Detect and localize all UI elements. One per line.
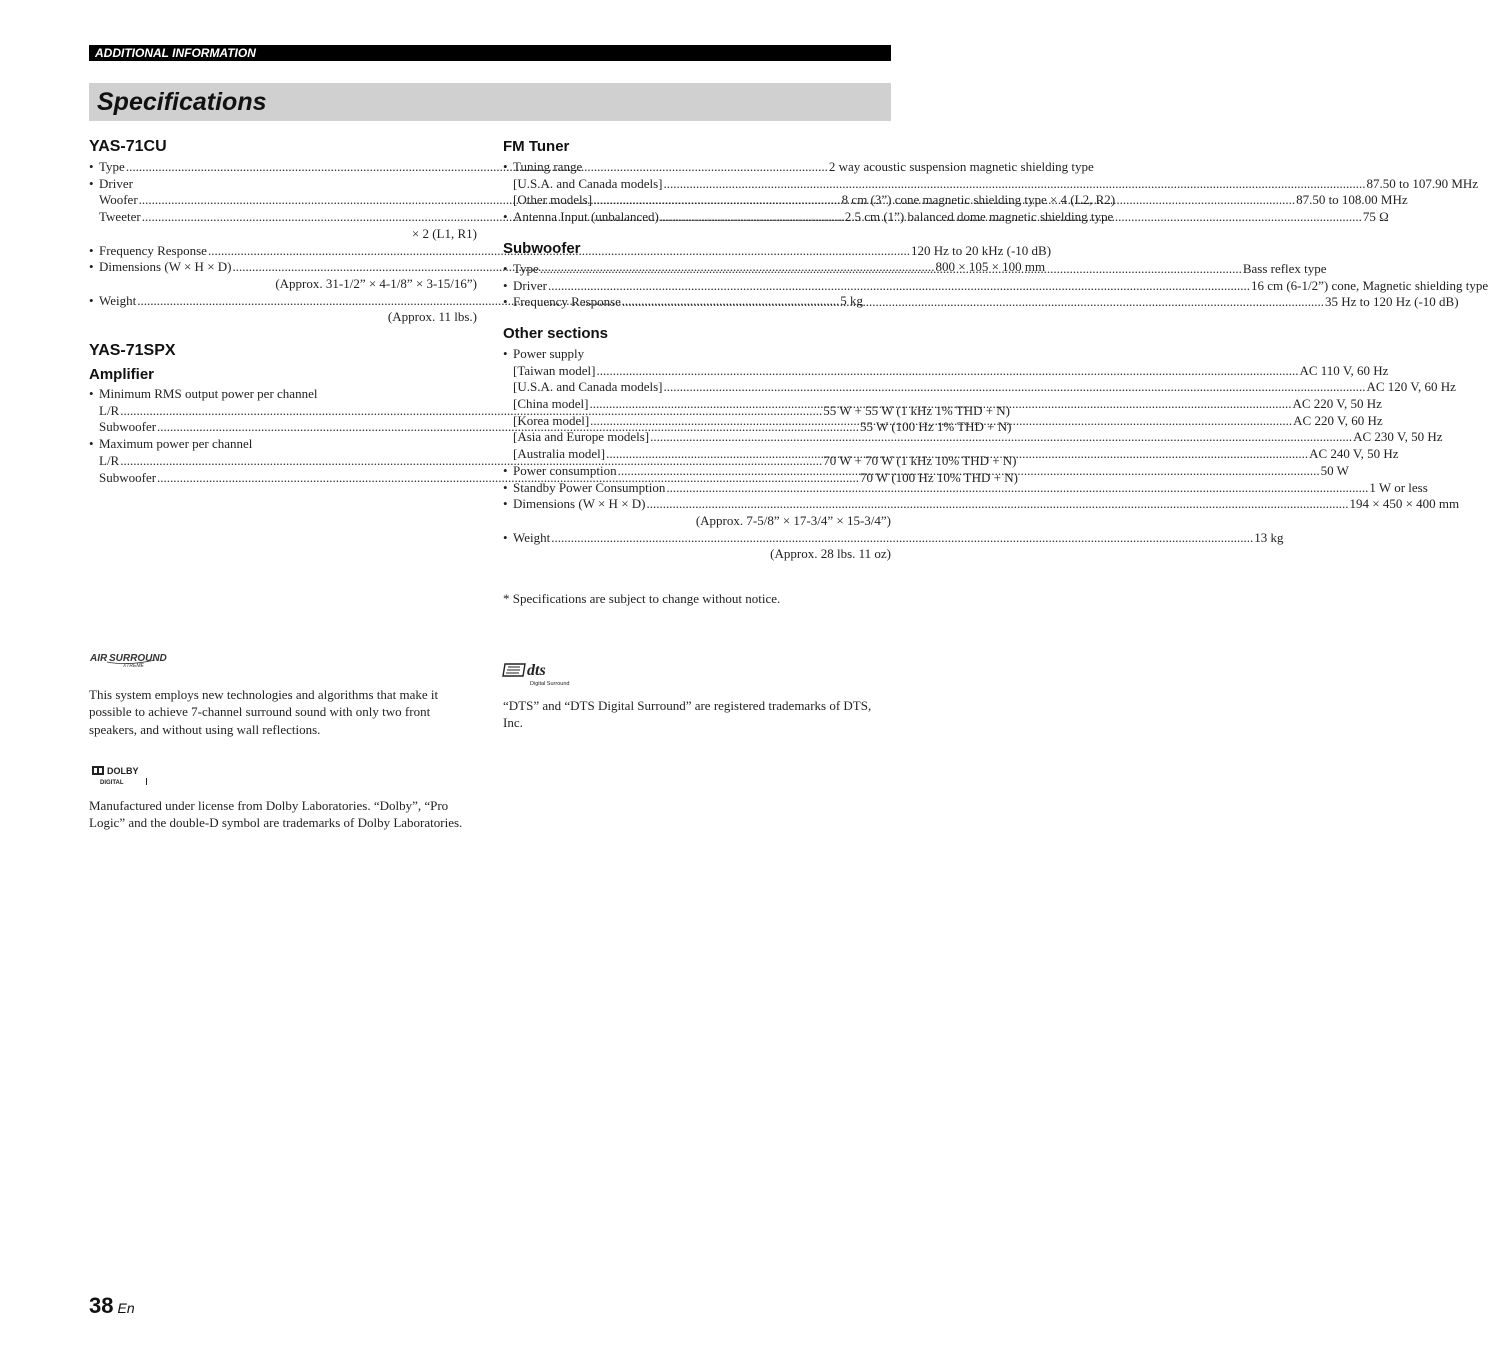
spec-value: 87.50 to 107.90 MHz bbox=[1366, 175, 1479, 191]
spec-value: 70 W + 70 W (1 kHz 10% THD + N) bbox=[823, 452, 1017, 468]
spec-label: Subwoofer bbox=[99, 469, 157, 485]
spec-power-supply bbox=[503, 346, 891, 363]
spec-min-power bbox=[89, 386, 477, 403]
spec-value: 120 Hz to 20 kHz (-10 dB) bbox=[910, 242, 1052, 258]
spec-value: 800 × 105 × 100 mm bbox=[935, 259, 1046, 275]
spec-ps-asia bbox=[503, 429, 1443, 446]
spec-tweeter-cont: × 2 (L1, R1) bbox=[411, 225, 477, 241]
heading-yas71spx: YAS-71SPX bbox=[89, 342, 176, 360]
spec-value: 50 W bbox=[1320, 462, 1349, 478]
spec-label: L/R bbox=[99, 402, 120, 418]
spec-label: • Weight bbox=[99, 292, 137, 308]
airsurround-logo-icon bbox=[89, 649, 167, 669]
spec-label: • Frequency Response bbox=[99, 242, 207, 258]
spec-other-weight-approx: (Approx. 28 lbs. 11 oz) bbox=[770, 546, 891, 562]
spec-label: Tweeter bbox=[99, 209, 141, 225]
dts-logo-icon bbox=[503, 660, 583, 688]
spec-label: • Standby Power Consumption bbox=[513, 479, 666, 495]
dolby-text: Manufactured under license from Dolby Laboratories. “Dolby”, “Pro Logic” and the double-D symbol are trademarks of Dolby Laboratories. bbox=[89, 797, 463, 830]
spec-value: 2.5 cm (1”) balanced dome magnetic shielding type bbox=[844, 209, 1114, 225]
heading-amplifier: Amplifier bbox=[89, 366, 155, 384]
svg-text:dts: dts bbox=[527, 662, 546, 679]
spec-label: [U.S.A. and Canada models] bbox=[513, 379, 663, 395]
airsurround-text: This system employs new technologies and algorithms that make it possible to achieve 7-channel surround sound with only two front speakers, and without using wall reflections. bbox=[89, 686, 439, 737]
spec-label: • Type bbox=[99, 159, 125, 174]
airsurround-block bbox=[89, 649, 477, 738]
spec-label: [Other models] bbox=[513, 192, 593, 208]
spec-dimensions-approx: (Approx. 31-1/2” × 4-1/8” × 3-15/16”) bbox=[275, 275, 477, 291]
spec-label: • Minimum RMS output power per channel bbox=[99, 386, 318, 402]
spec-sub-driver bbox=[503, 277, 1488, 295]
spec-value: 87.50 to 108.00 MHz bbox=[1296, 192, 1408, 208]
spec-value: AC 230 V, 50 Hz bbox=[1353, 429, 1443, 445]
page-language: En bbox=[117, 1300, 135, 1316]
spec-label: • Driver bbox=[513, 277, 547, 293]
spec-label: [China model] bbox=[513, 396, 589, 412]
spec-value: 13 kg bbox=[1254, 529, 1284, 545]
spec-label: • Antenna Input (unbalanced) bbox=[513, 209, 659, 225]
spec-label: • Tuning range bbox=[513, 159, 583, 174]
spec-value: 70 W (100 Hz 10% THD + N) bbox=[860, 469, 1018, 485]
spec-other-weight bbox=[503, 529, 1284, 547]
spec-sub-frequency bbox=[503, 294, 1459, 311]
spec-value: 1 W or less bbox=[1369, 479, 1428, 495]
dts-block bbox=[503, 660, 891, 732]
spec-label: • Dimensions (W × H × D) bbox=[99, 259, 232, 275]
svg-text:XTREME: XTREME bbox=[123, 663, 144, 669]
dts-text: “DTS” and “DTS Digital Surround” are registered trademarks of DTS, Inc. bbox=[503, 697, 872, 730]
spec-value: 194 × 450 × 400 mm bbox=[1349, 496, 1460, 512]
spec-value: AC 240 V, 50 Hz bbox=[1309, 446, 1399, 462]
spec-value: 55 W + 55 W (1 kHz 1% THD + N) bbox=[823, 402, 1011, 418]
spec-label: • Driver bbox=[99, 175, 133, 191]
spec-label: • Power consumption bbox=[513, 462, 617, 478]
heading-fm-tuner: FM Tuner bbox=[503, 138, 570, 155]
spec-value: AC 120 V, 60 Hz bbox=[1366, 379, 1456, 395]
spec-value: 75 Ω bbox=[1362, 209, 1389, 225]
spec-value: 35 Hz to 120 Hz (-10 dB) bbox=[1324, 294, 1459, 310]
spec-label: • Weight bbox=[513, 529, 551, 545]
heading-yas71cu: YAS-71CU bbox=[89, 138, 167, 155]
spec-label: L/R bbox=[99, 452, 120, 468]
spec-standby bbox=[503, 479, 1428, 497]
spec-value: Bass reflex type bbox=[1242, 260, 1327, 276]
section-header: ADDITIONAL INFORMATION bbox=[89, 45, 891, 61]
heading-subwoofer: Subwoofer bbox=[503, 239, 581, 257]
heading-other-sections: Other sections bbox=[503, 324, 609, 342]
spec-ps-taiwan bbox=[503, 362, 1389, 380]
spec-value: 5 kg bbox=[840, 292, 863, 308]
dolby-logo-icon bbox=[89, 764, 151, 786]
page-number bbox=[89, 1293, 135, 1319]
spec-max-power bbox=[89, 436, 477, 453]
spec-ps-usa bbox=[503, 379, 1456, 396]
svg-text:DOLBY: DOLBY bbox=[107, 766, 139, 776]
spec-label: [Korea model] bbox=[513, 412, 590, 428]
spec-label: • Power supply bbox=[513, 345, 585, 361]
page-number-value: 38 bbox=[89, 1293, 114, 1318]
spec-driver bbox=[89, 176, 477, 193]
page-title: Specifications bbox=[89, 83, 891, 121]
spec-fm-usa bbox=[503, 175, 1479, 193]
spec-value: AC 220 V, 50 Hz bbox=[1292, 396, 1382, 412]
dolby-block bbox=[89, 764, 477, 832]
spec-label: [Taiwan model] bbox=[513, 362, 596, 378]
spec-label: [U.S.A. and Canada models] bbox=[513, 175, 663, 191]
svg-text:AIR: AIR bbox=[90, 653, 108, 664]
spec-tuning-range bbox=[503, 159, 891, 176]
spec-label: [Asia and Europe models] bbox=[513, 429, 650, 445]
svg-text:DIGITAL: DIGITAL bbox=[100, 780, 124, 786]
svg-text:Digital Surround: Digital Surround bbox=[530, 681, 570, 687]
spec-value: 2 way acoustic suspension magnetic shielding type bbox=[828, 159, 1094, 174]
spec-value: AC 220 V, 60 Hz bbox=[1293, 412, 1383, 428]
spec-label: • Dimensions (W × H × D) bbox=[513, 496, 646, 512]
spec-weight-approx: (Approx. 11 lbs.) bbox=[387, 309, 477, 325]
spec-label: Woofer bbox=[99, 192, 138, 208]
svg-text:SURROUND: SURROUND bbox=[109, 653, 167, 664]
spec-other-dimensions bbox=[503, 496, 1460, 513]
spec-value: 8 cm (3”) cone magnetic shielding type × 4 (L2, R2) bbox=[841, 192, 1116, 208]
spec-label: • Frequency Response bbox=[513, 294, 621, 310]
spec-value: 16 cm (6-1/2”) cone, Magnetic shielding type bbox=[1250, 277, 1488, 293]
spec-label: [Australia model] bbox=[513, 446, 606, 462]
spec-value: 55 W (100 Hz 1% THD + N) bbox=[860, 419, 1012, 435]
spec-label: • Type bbox=[513, 260, 539, 276]
spec-other-dimensions-approx: (Approx. 7-5/8” × 17-3/4” × 15-3/4”) bbox=[695, 512, 891, 528]
spec-value: AC 110 V, 60 Hz bbox=[1299, 362, 1389, 378]
spec-label: • Maximum power per channel bbox=[99, 436, 253, 452]
spec-label: Subwoofer bbox=[99, 419, 157, 435]
footnote: * Specifications are subject to change without notice. bbox=[503, 591, 781, 606]
